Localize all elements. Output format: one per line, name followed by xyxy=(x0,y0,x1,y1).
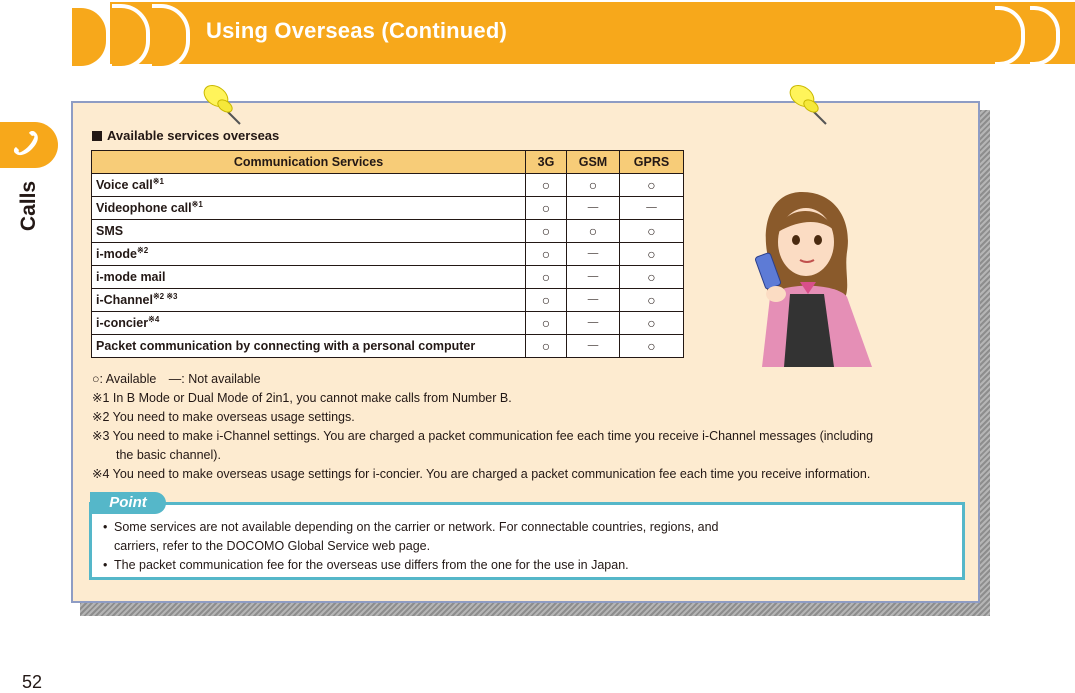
column-header: GSM xyxy=(567,151,620,174)
point-bullet: • The packet communication fee for the overseas use differs from the one for the use in Japan. xyxy=(103,556,923,575)
woman-with-phone-illustration xyxy=(742,182,877,367)
point-text xyxy=(103,518,923,575)
table-header-row xyxy=(92,151,684,174)
service-name: Packet communication by connecting with a personal computer xyxy=(92,335,526,358)
table-row: Voice call$^{※1}$ ○ ○ ○ xyxy=(92,174,684,197)
service-name: i-mode mail xyxy=(92,266,526,289)
page-title: Using Overseas (Continued) xyxy=(206,18,508,43)
point-bullet-continuation: carriers, refer to the DOCOMO Global Service web page. xyxy=(114,539,431,553)
table-row: SMS ○ ○ ○ xyxy=(92,220,684,243)
table-row: Packet communication by connecting with a personal computer ○ － ○ xyxy=(92,335,684,358)
square-bullet-icon xyxy=(92,131,102,141)
chapter-label: Calls xyxy=(17,180,41,232)
legend: ○: Available —: Not available xyxy=(92,372,261,386)
footnote: ※3 You need to make i-Channel settings. You are charged a packet communication fee each time you receive i-Channel messages (including xyxy=(92,429,874,443)
table-row: i-concier$^{※4}$ ○ － ○ xyxy=(92,312,684,335)
table-row: i-mode mail ○ － ○ xyxy=(92,266,684,289)
service-name: Videophone call$^{※1}$ xyxy=(92,197,526,220)
chapter-tab xyxy=(0,122,58,168)
point-bullet: • Some services are not available depending on the carrier or network. For connectable countries, regions, and xyxy=(103,518,923,537)
phone-icon xyxy=(12,131,42,159)
service-name: i-mode$^{※2}$ xyxy=(92,243,526,266)
service-name: i-Channel$^{※2 ※3}$ xyxy=(92,289,526,312)
table-row: i-mode$^{※2}$ ○ － ○ xyxy=(92,243,684,266)
column-header: 3G xyxy=(526,151,567,174)
services-table xyxy=(91,150,684,358)
service-name: i-concier$^{※4}$ xyxy=(92,312,526,335)
page-number: 52 xyxy=(22,672,43,692)
footnote: ※2 You need to make overseas usage settings. xyxy=(92,410,355,424)
pushpin-icon xyxy=(198,82,244,126)
service-name: Voice call$^{※1}$ xyxy=(92,174,526,197)
column-header: GPRS xyxy=(620,151,684,174)
footnote: ※4 You need to make overseas usage settings for i-concier. You are charged a packet communication fee each time you receive information. xyxy=(92,467,871,481)
pushpin-icon xyxy=(784,82,830,126)
service-name: SMS xyxy=(92,220,526,243)
table-row: i-Channel$^{※2 ※3}$ ○ － ○ xyxy=(92,289,684,312)
section-title: Available services overseas xyxy=(92,128,279,143)
column-header: Communication Services xyxy=(92,151,526,174)
notes xyxy=(92,370,972,484)
point-label: Point xyxy=(90,492,166,514)
table-row: Videophone call$^{※1}$ ○ － － xyxy=(92,197,684,220)
footnote: ※1 In B Mode or Dual Mode of 2in1, you cannot make calls from Number B. xyxy=(92,391,512,405)
footnote-continuation: the basic channel). xyxy=(116,448,221,462)
